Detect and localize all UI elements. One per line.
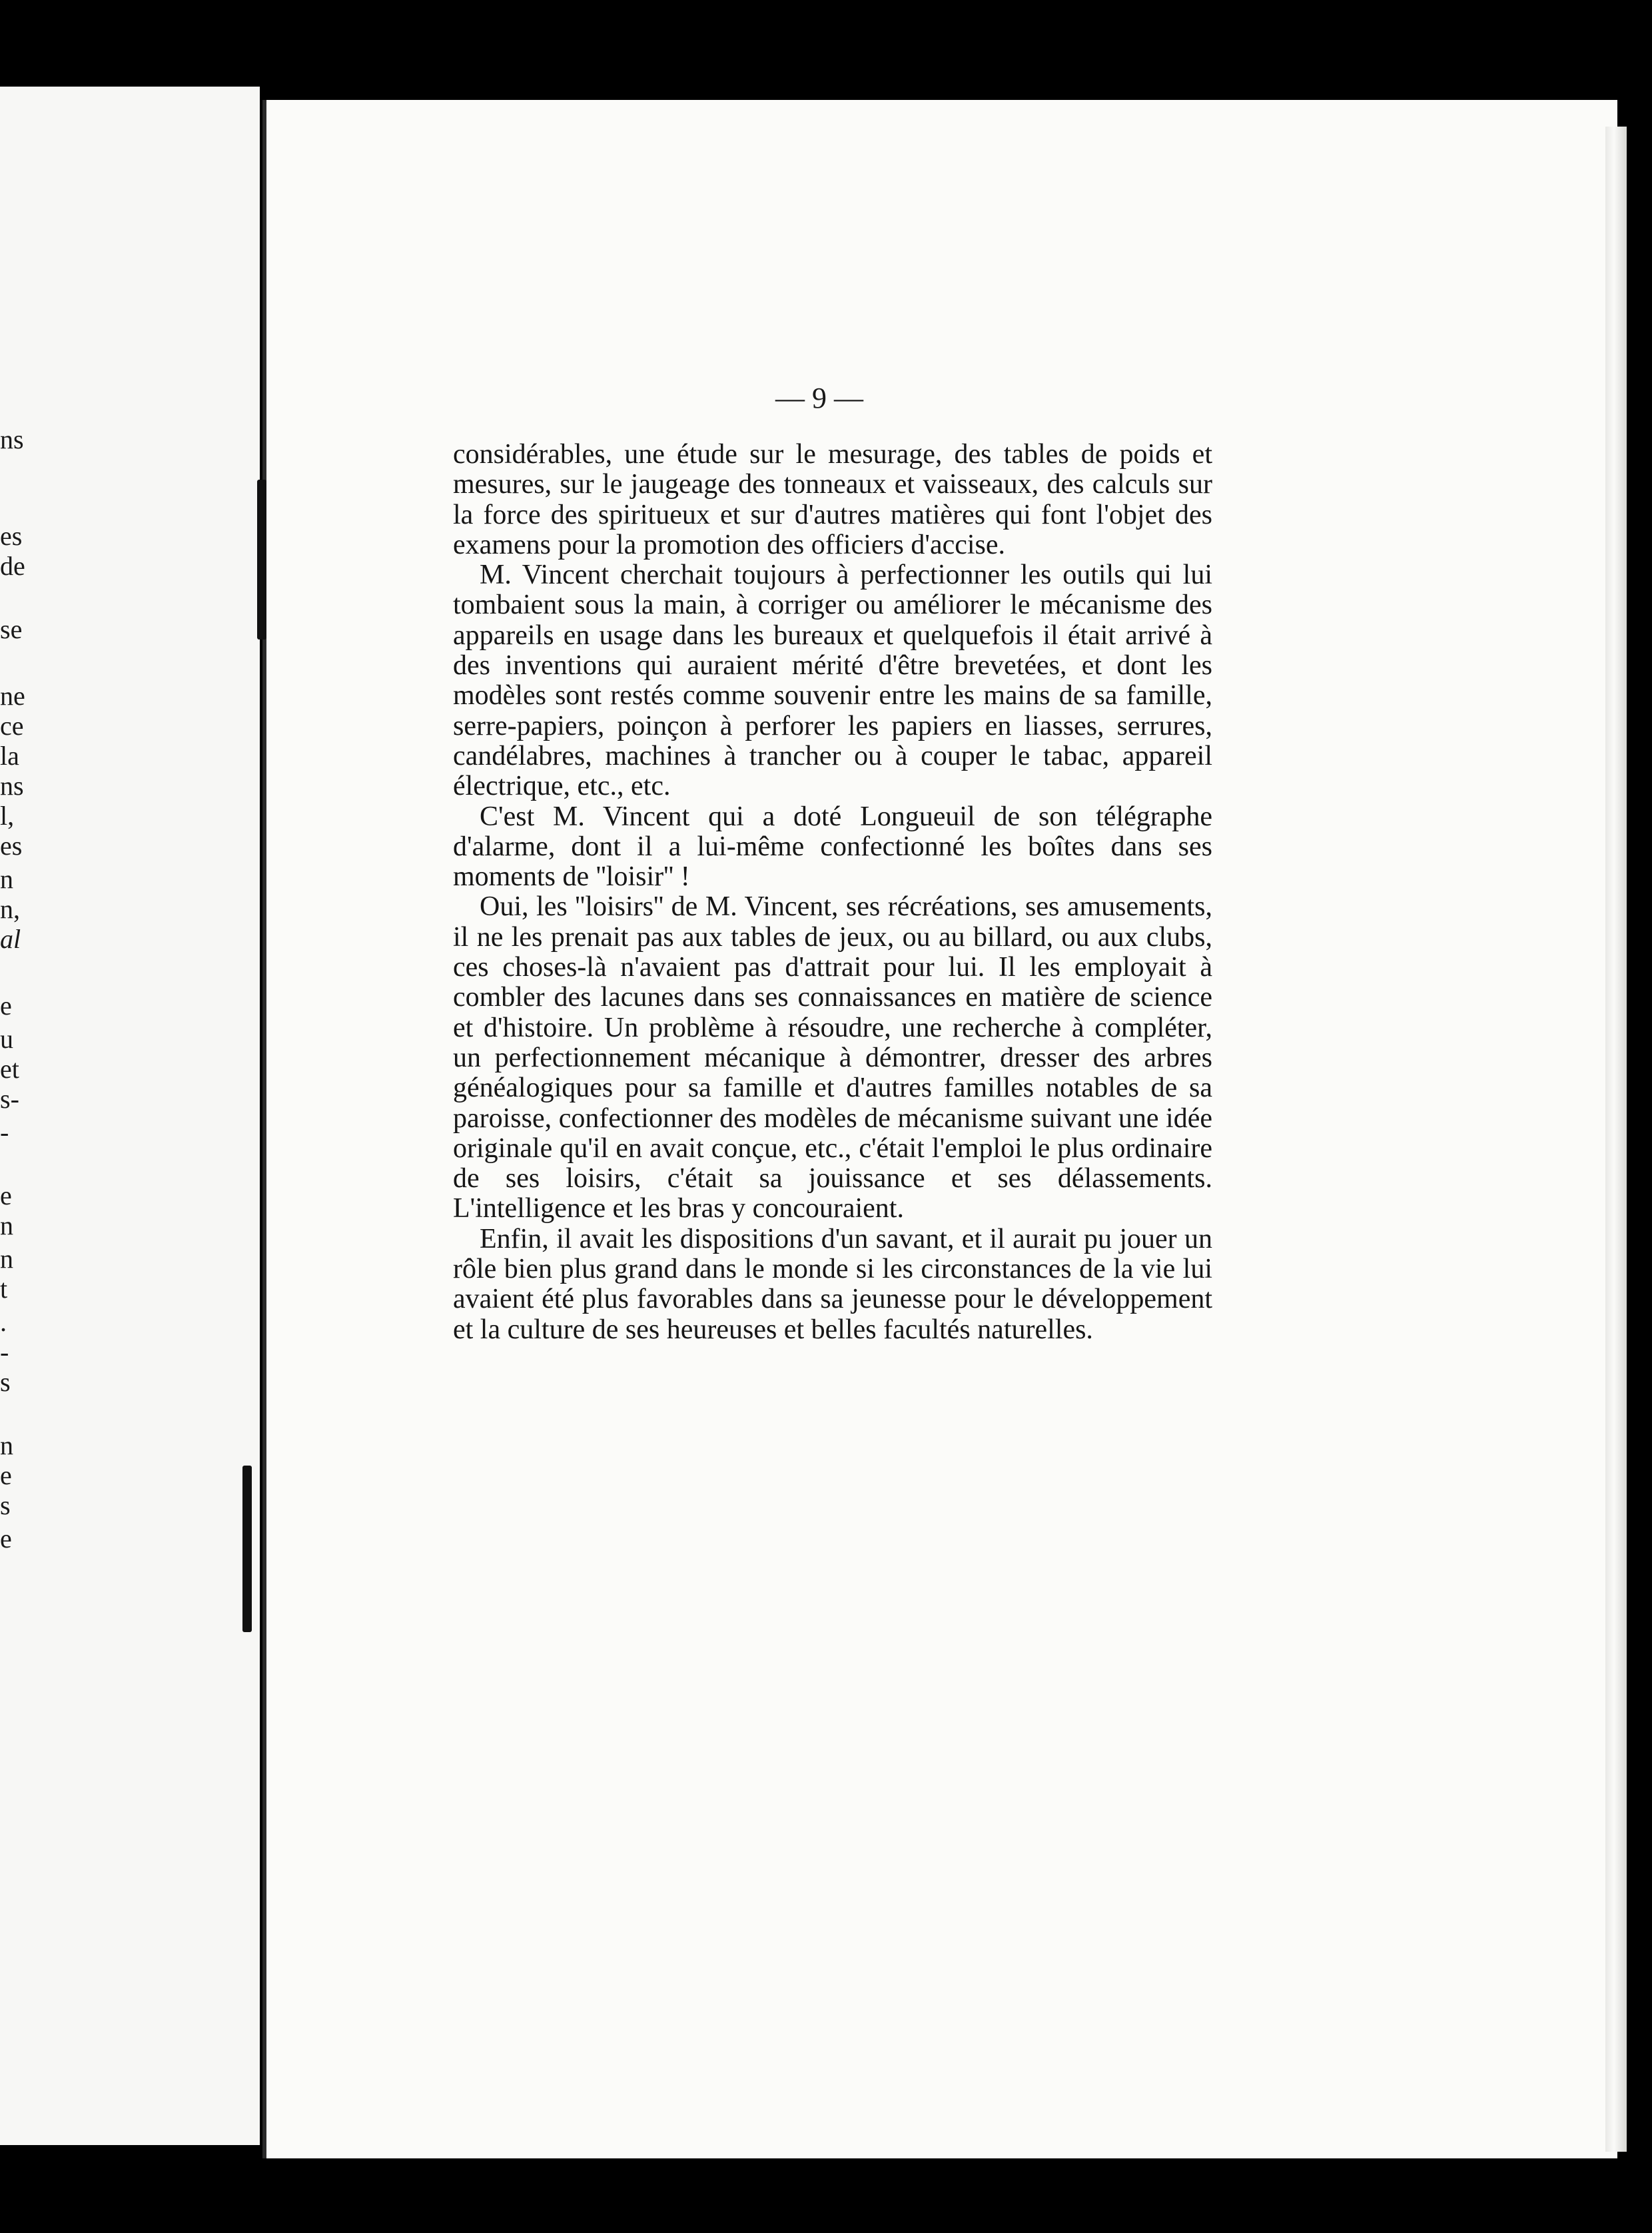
fragment: e [0,1460,12,1490]
fragment: l, [0,801,15,831]
paragraph: considérables, une étude sur le mesurage, des tables de poids et mesures, sur le jaugeage des tonneaux et vaisseaux, des calculs sur la force des spiritueux et sur d'autres matières qui font l'objet des examens pour la promotion des officiers d'accise. [453,439,1212,560]
fragment: es [0,831,23,861]
paragraph: C'est M. Vincent qui a doté Longueuil de son télégraphe d'alarme, dont il a lui-même confectionné les boîtes dans ses moments de ''loisir'' ! [453,801,1212,893]
fragment: t [0,1274,8,1304]
fragment: u [0,1024,13,1054]
fragment: s- [0,1084,19,1114]
gutter-shadow [262,100,266,2158]
paragraph: Enfin, il avait les dispositions d'un savant, et il aurait pu jouer un rôle bien plus grand dans le monde si les circonstances de la vie lui avaient été plus favorables dans sa jeunesse pour le développement et la culture de ses heureuses et belles facultés naturelles. [453,1223,1212,1345]
fragment: et [0,1054,19,1084]
fragment: ne [0,681,25,711]
fragment: s [0,1490,11,1520]
stitch-mark [242,1466,252,1632]
fragment: . [0,1307,7,1337]
fragment: n, [0,894,20,924]
fragment: ce [0,711,24,741]
fragment: - [0,1117,9,1147]
fragment: n [0,1210,13,1240]
stitch-mark [257,480,266,640]
fragment: al [0,924,21,954]
page-edge [1605,127,1627,2152]
fragment: de [0,551,25,581]
fragment: es [0,521,23,551]
fragment: ns [0,424,24,454]
fragment: n [0,864,13,894]
fragment: se [0,614,23,644]
facing-page-fragment [0,87,260,2145]
fragment: e [0,991,12,1021]
page-number: — 9 — [775,382,863,414]
fragment: n [0,1244,13,1274]
body-text [453,440,1212,1345]
fragment: s [0,1367,11,1397]
fragment: ns [0,771,24,801]
fragment: n [0,1430,13,1460]
fragment: - [0,1337,9,1367]
paragraph: Oui, les ''loisirs'' de M. Vincent, ses récréations, ses amusements, il ne les prenait pas aux tables de jeux, ou au billard, ou aux clubs, ces choses-là n'avaient pas d'attrait pour lui. Il les employait à combler des lacunes dans ses connaissances en matière de science et d'histoire. Un problème à résoudre, une recherche à compléter, un perfectionnement mécanique à démontrer, dresser des arbres généalogiques pour sa famille et d'autres familles notables de sa paroisse, confectionner des modèles de mécanisme suivant une idée originale qu'il en avait conçue, etc., c'était l'emploi le plus ordinaire de ses loisirs, c'était sa jouissance et ses délassements. L'intelligence et les bras y concouraient. [453,891,1212,1224]
fragment: e [0,1180,12,1210]
fragment: la [0,741,19,771]
paragraph: M. Vincent cherchait toujours à perfectionner les outils qui lui tombaient sous la main, à corriger ou améliorer le mécanisme des appareils en usage dans les bureaux et quelquefois il était arrivé à des inventions qui auraient mérité d'être brevetées, et dont les modèles sont restés comme souvenir entre les mains de sa famille, serre-papiers, poinçon à perforer les papiers en liasses, serrures, candélabres, machines à trancher ou à couper le tabac, appareil électrique, etc., etc. [453,560,1212,802]
fragment: e [0,1524,12,1554]
